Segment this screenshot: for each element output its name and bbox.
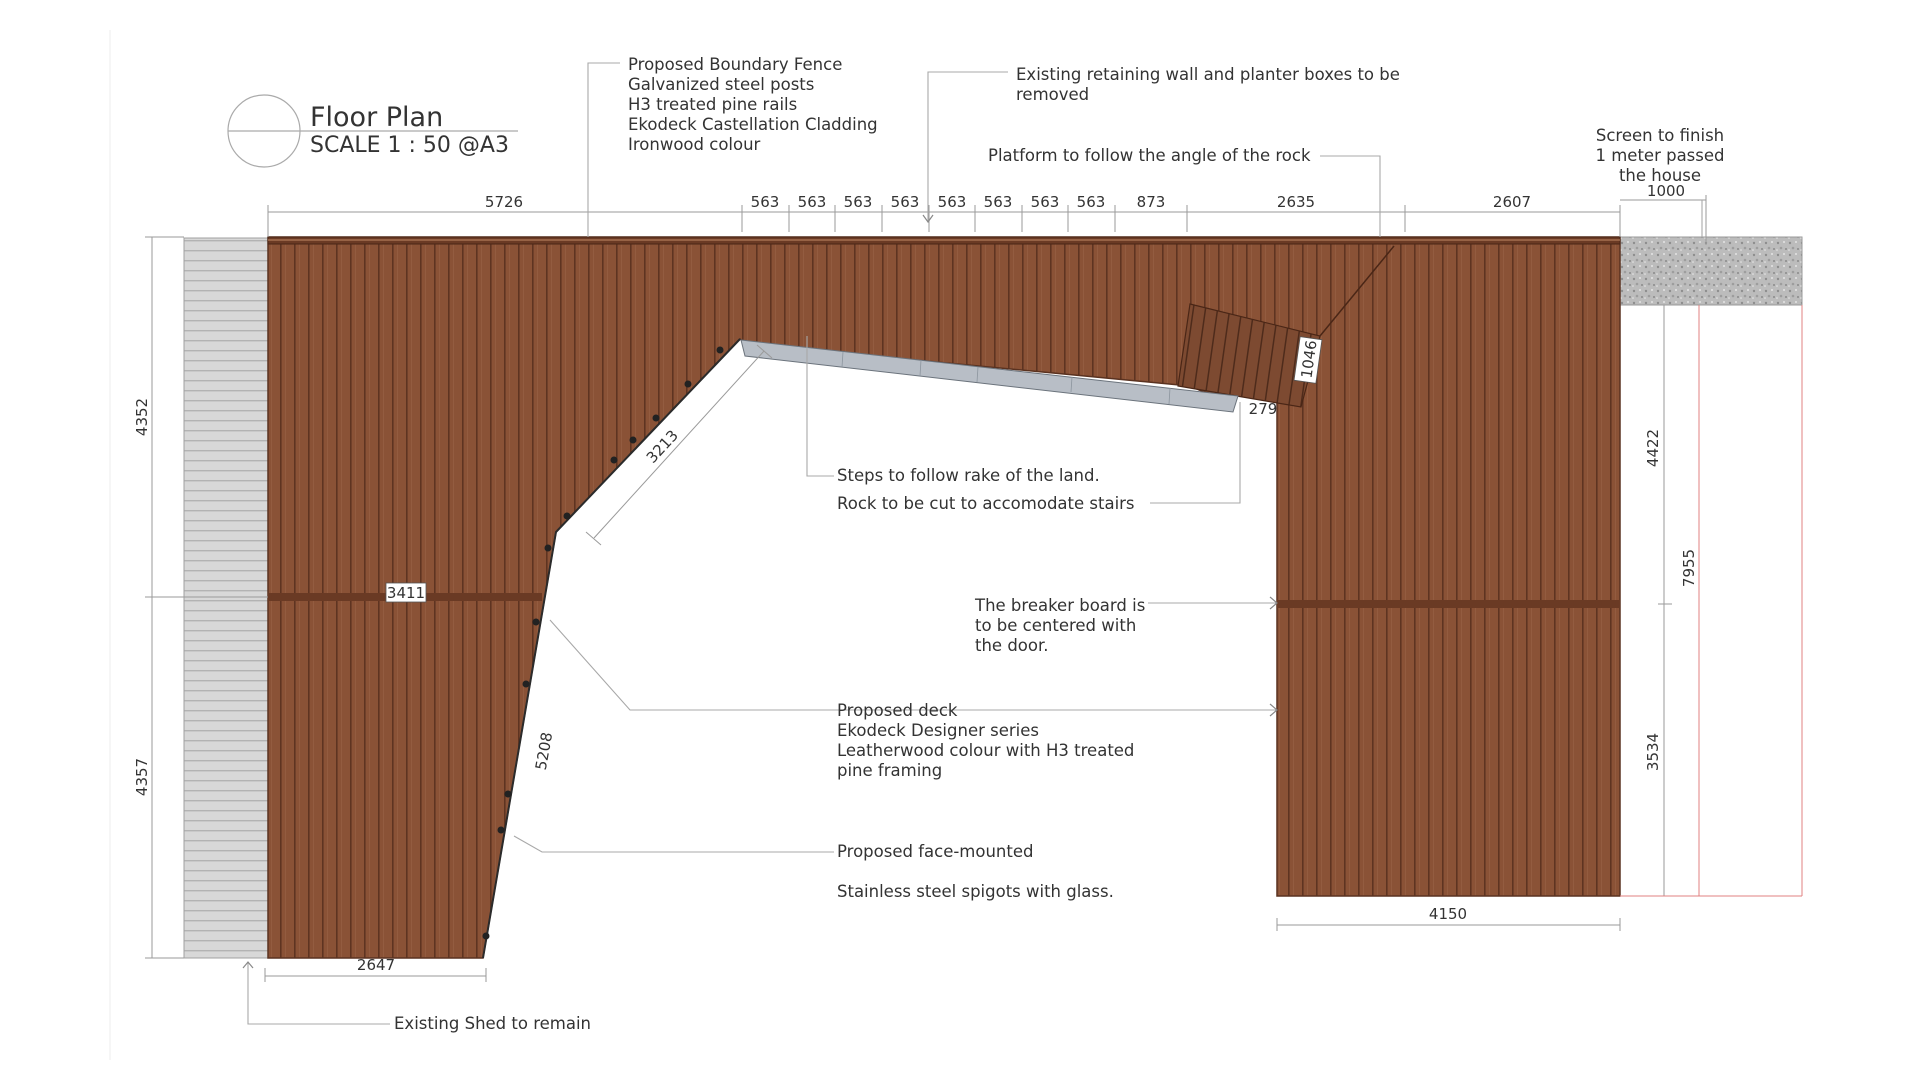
dim-top-1: 563 (750, 193, 780, 211)
note-platform: Platform to follow the angle of the rock (988, 146, 1311, 165)
dim-breaker-width: 3411 (386, 584, 426, 602)
dim-stair-gap: 279 (1248, 400, 1278, 418)
dim-top-6: 563 (983, 193, 1013, 211)
dim-top-0: 5726 (484, 193, 524, 211)
note-screen-2: 1 meter passed (1595, 146, 1725, 165)
dim-bottom-left: 2647 (356, 956, 396, 974)
note-rock: Rock to be cut to accomodate stairs (837, 494, 1135, 513)
note-retaining-2: removed (1016, 85, 1090, 104)
dim-diag-upper: 3213 (642, 426, 682, 467)
dim-left-lower: 4357 (133, 757, 151, 797)
note-face-mounted: Proposed face-mounted (837, 842, 1034, 861)
note-fence-4: Ekodeck Castellation Cladding (628, 115, 878, 134)
note-breaker-1: The breaker board is (975, 596, 1146, 615)
dim-stair-width: 1046 (1297, 339, 1321, 380)
breaker-board-right (1277, 600, 1620, 608)
dim-top-10: 2635 (1276, 193, 1316, 211)
dim-right-lower: 3534 (1644, 732, 1662, 772)
note-deck-2: Ekodeck Designer series (837, 721, 1039, 740)
plan-scale: SCALE 1 : 50 @A3 (310, 133, 509, 158)
dim-right-total: 7955 (1680, 548, 1698, 588)
note-breaker-3: the door. (975, 636, 1049, 655)
dim-screen-width: 1000 (1646, 182, 1686, 200)
note-fence-1: Proposed Boundary Fence (628, 55, 843, 74)
dim-top-3: 563 (843, 193, 873, 211)
note-steps: Steps to follow rake of the land. (837, 466, 1100, 485)
note-retaining-1: Existing retaining wall and planter boxes to be (1016, 65, 1400, 84)
note-spigots: Stainless steel spigots with glass. (837, 882, 1114, 901)
dim-top-5: 563 (937, 193, 967, 211)
note-fence-5: Ironwood colour (628, 135, 761, 154)
dim-bottom-right: 4150 (1428, 905, 1468, 923)
dim-top-11: 2607 (1492, 193, 1532, 211)
note-screen-3: the house (1618, 166, 1702, 185)
note-deck-1: Proposed deck (837, 701, 958, 720)
dim-right-upper: 4422 (1644, 428, 1662, 468)
dim-diag-lower: 5208 (531, 730, 557, 772)
note-deck-4: pine framing (837, 761, 943, 780)
dim-top-7: 563 (1030, 193, 1060, 211)
title-block (228, 95, 518, 167)
note-screen-1: Screen to finish (1595, 126, 1725, 145)
note-deck-3: Leatherwood colour with H3 treated (837, 741, 1135, 760)
right-dimensions (1620, 305, 1672, 896)
note-fence-3: H3 treated pine rails (628, 95, 798, 114)
dim-top-8: 563 (1076, 193, 1106, 211)
dim-top-2: 563 (797, 193, 827, 211)
plan-title: Floor Plan (310, 102, 444, 133)
dim-top-9: 873 (1136, 193, 1166, 211)
dim-left-upper: 4352 (133, 397, 151, 437)
note-fence-2: Galvanized steel posts (628, 75, 815, 94)
note-breaker-2: to be centered with (975, 616, 1137, 635)
note-shed: Existing Shed to remain (394, 1014, 592, 1033)
existing-shed (184, 238, 268, 958)
dim-top-4: 563 (890, 193, 920, 211)
gravel-area (1620, 237, 1802, 305)
